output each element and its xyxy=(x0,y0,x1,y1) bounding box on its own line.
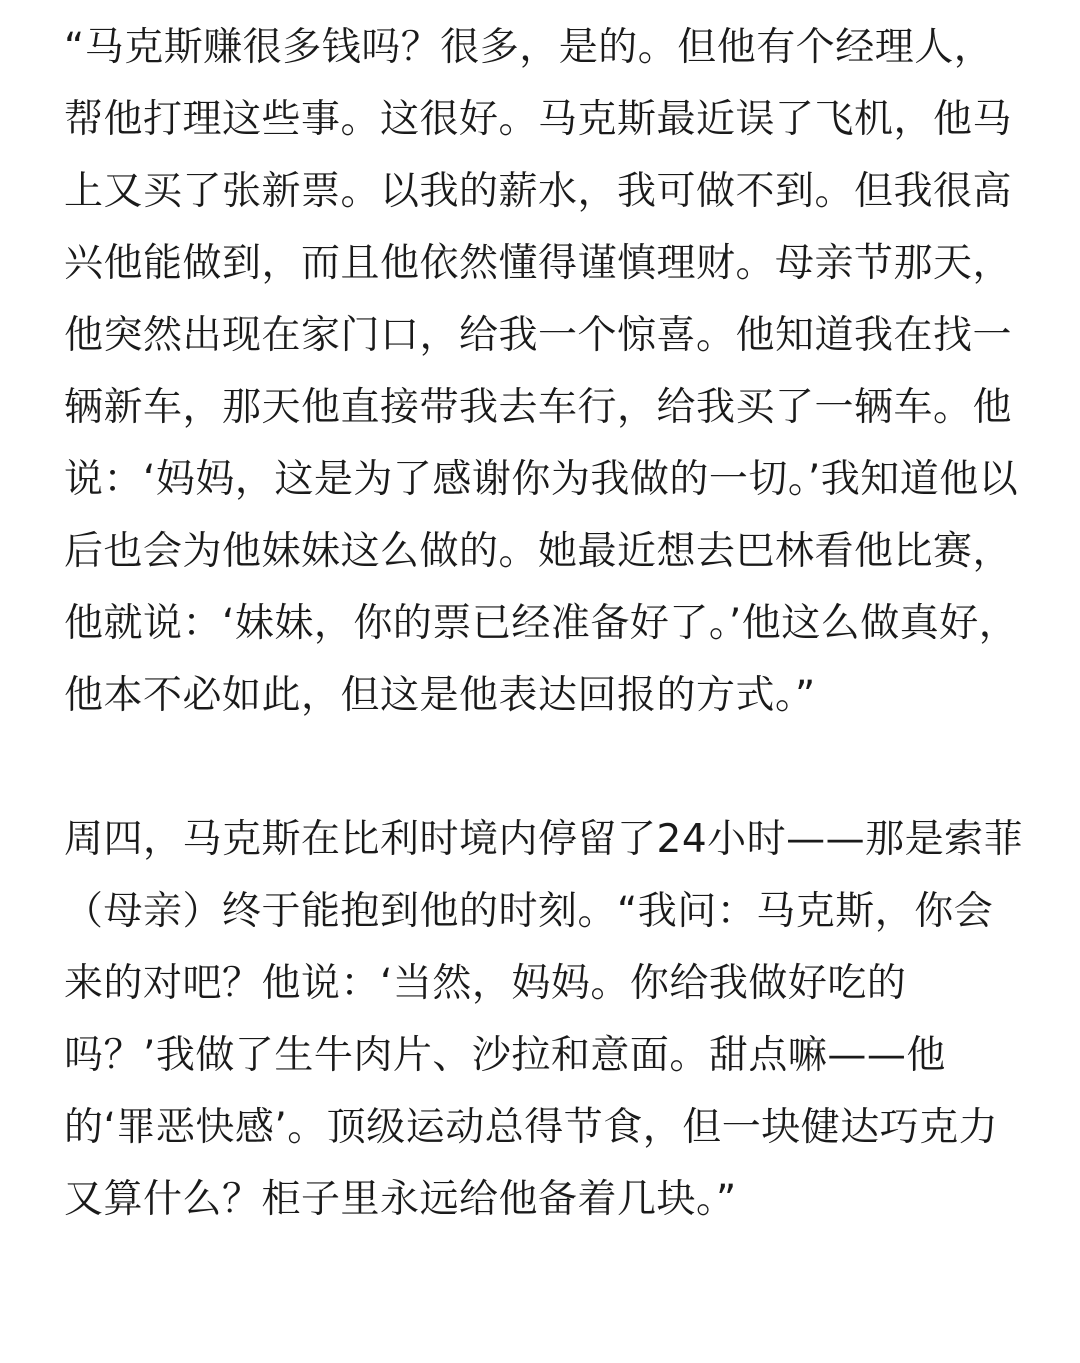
article-body xyxy=(64,12,1032,1236)
paragraph-thursday-visit: 周四，马克斯在比利时境内停留了24小时——那是索菲（母亲）终于能抱到他的时刻。“我问：马克斯，你会来的对吧？他说：‘当然，妈妈。你给我做好吃的吗？’我做了生牛肉片、沙拉和意面。甜点嘛——他的‘罪恶快感’。顶级运动总得节食，但一块健达巧克力又算什么？柜子里永远给他备着几块。” xyxy=(64,817,1024,1222)
paragraph-gap xyxy=(64,732,1032,804)
paragraph-mother-quote: “马克斯赚很多钱吗？很多，是的。但他有个经理人，帮他打理这些事。这很好。马克斯最近误了飞机，他马上又买了张新票。以我的薪水，我可做不到。但我很高兴他能做到，而且他依然懂得谨慎理财。母亲节那天，他突然出现在家门口，给我一个惊喜。他知道我在找一辆新车，那天他直接带我去车行，给我买了一辆车。他说：‘妈妈，这是为了感谢你为我做的一切。’我知道他以后也会为他妹妹这么做的。她最近想去巴林看他比赛，他就说：‘妹妹，你的票已经准备好了。’他这么做真好，他本不必如此，但这是他表达回报的方式。” xyxy=(64,25,1019,718)
